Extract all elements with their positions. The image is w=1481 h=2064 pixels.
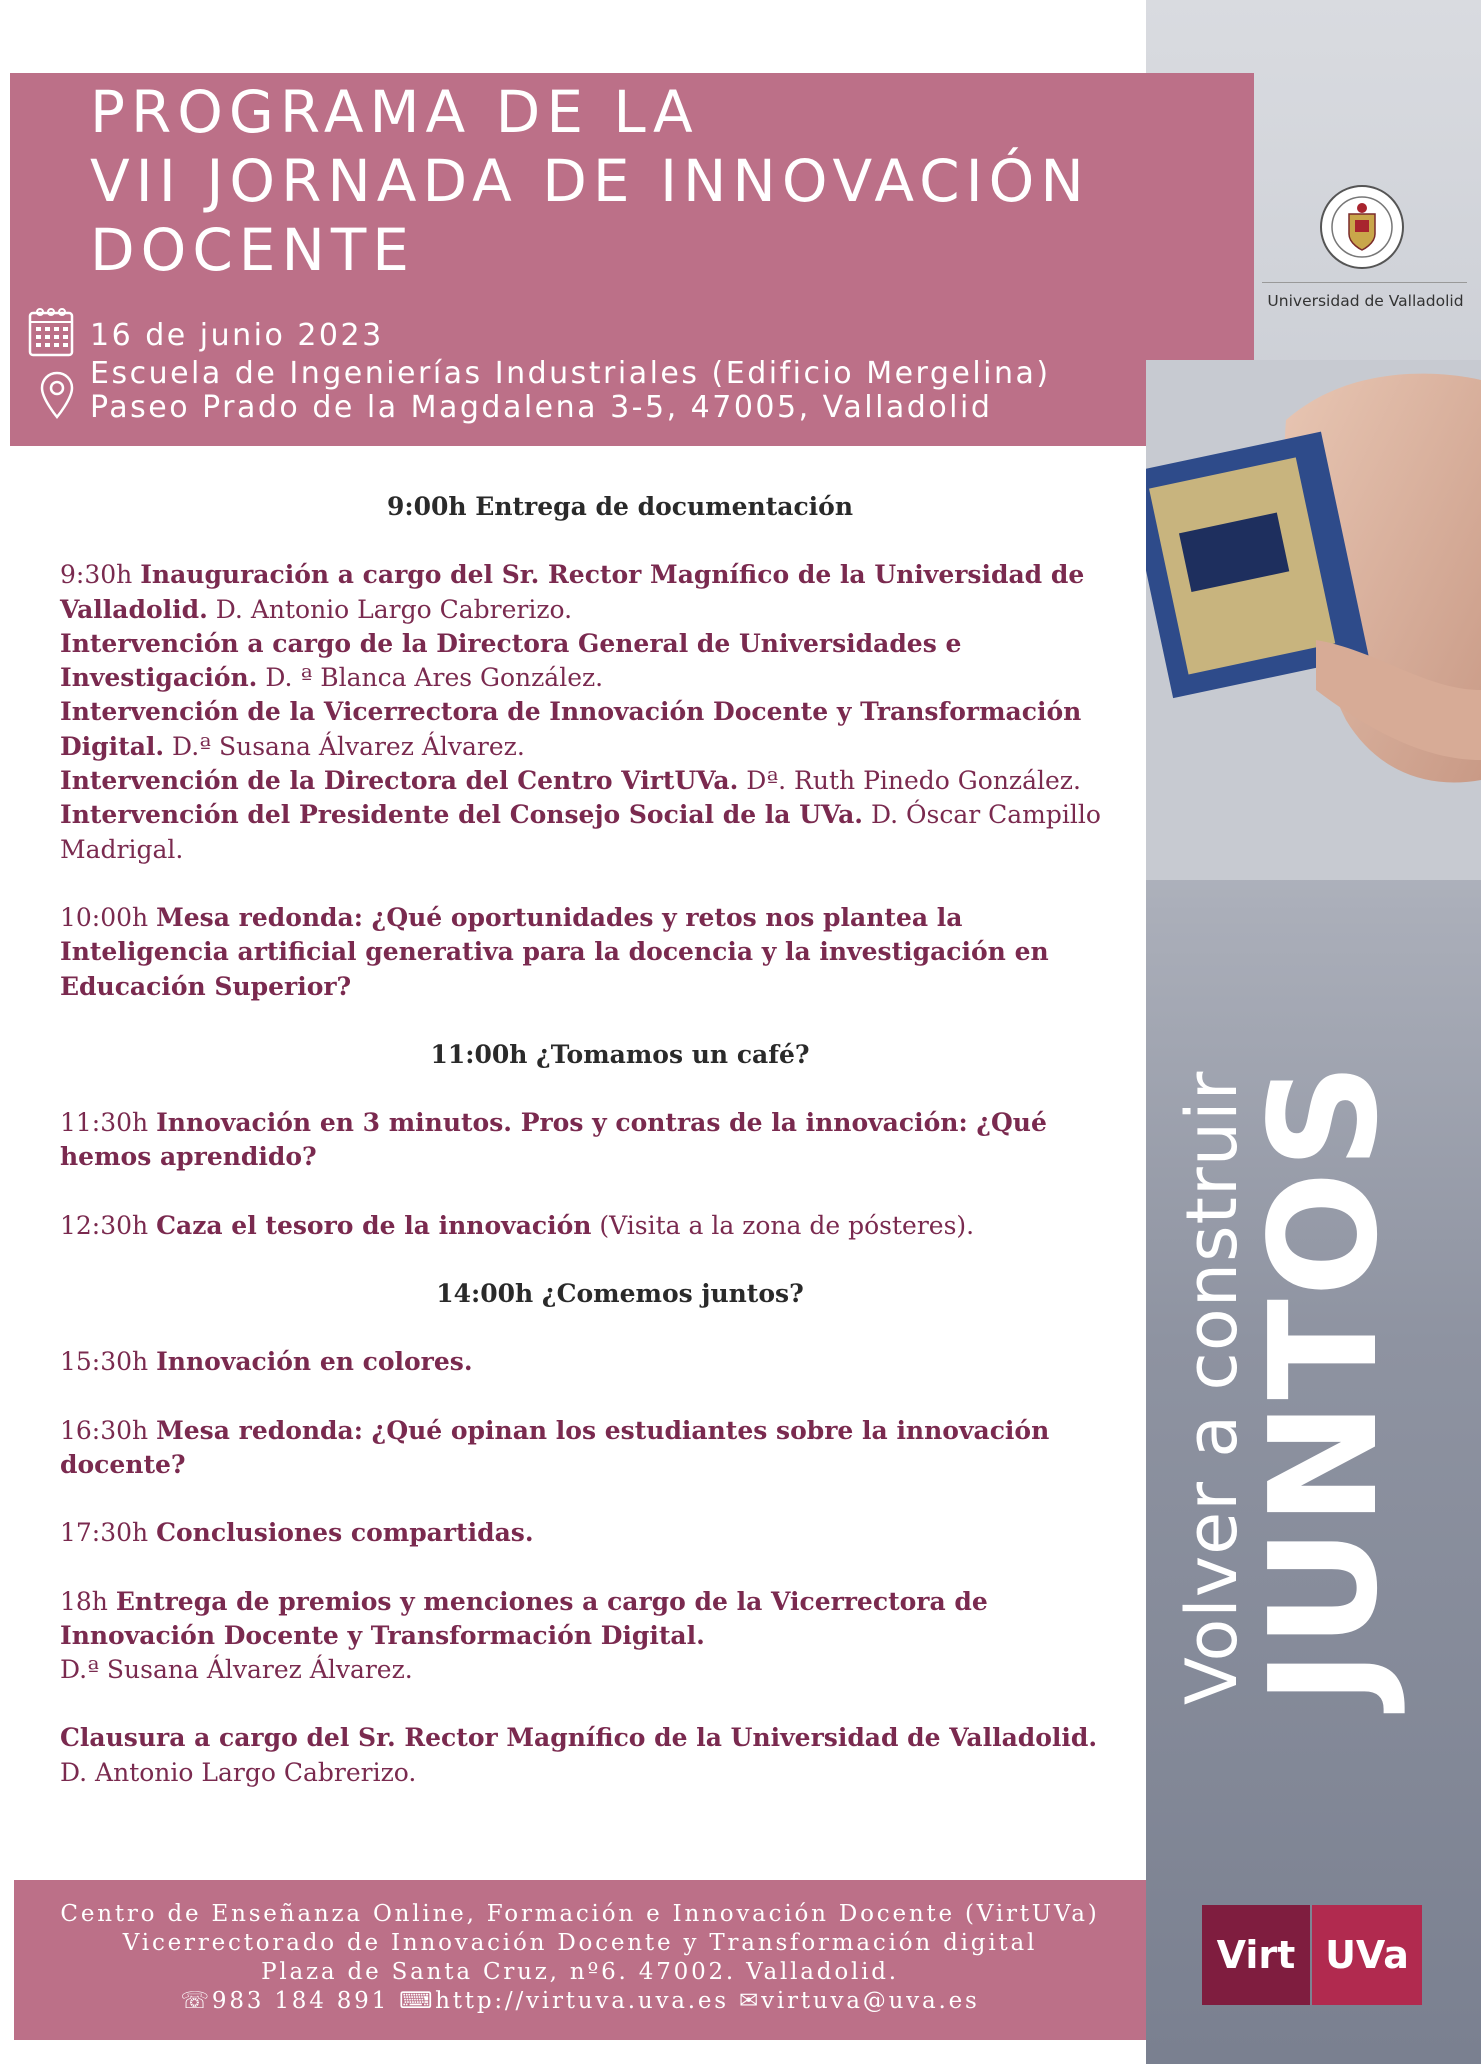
university-divider	[1262, 282, 1467, 283]
title-line-2: VII JORNADA DE INNOVACIÓN	[90, 147, 1090, 215]
slogan-line-1: Volver a construir	[1171, 1070, 1253, 1705]
virtuva-logo-left: Virt	[1202, 1905, 1310, 2005]
schedule-item-treasure-hunt: 12:30h Caza el tesoro de la innovación (Visita a la zona de pósteres).	[60, 1210, 975, 1240]
event-date: 16 de junio 2023	[90, 318, 384, 353]
schedule-item-closing: Clausura a cargo del Sr. Rector Magnífico de la Universidad de Valladolid. D. Antonio Largo Cabrerizo.	[60, 1723, 1098, 1787]
footer-address: Plaza de Santa Cruz, nº6. 47002. Valladolid.	[261, 1959, 899, 1985]
schedule-item-roundtable-students: 16:30h Mesa redonda: ¿Qué opinan los estudiantes sobre la innovación docente?	[60, 1415, 1050, 1479]
university-seal-icon	[1319, 184, 1405, 270]
event-address: Paseo Prado de la Magdalena 3-5, 47005, Valladolid	[90, 390, 993, 425]
virtuva-logo	[1202, 1905, 1422, 2005]
schedule-item-colors: 15:30h Innovación en colores.	[60, 1347, 473, 1377]
calendar-icon	[28, 307, 74, 357]
footer-center-name: Centro de Enseñanza Online, Formación e Innovación Docente (VirtUVa)	[60, 1901, 1100, 1927]
hand-photo-image	[1146, 360, 1481, 880]
slogan	[1170, 1060, 1410, 1705]
footer-contact-details: ☏983 184 891 ⌨http://virtuva.uva.es ✉virtuva@uva.es	[180, 1988, 980, 2014]
schedule	[60, 490, 1110, 1790]
event-venue: Escuela de Ingenierías Industriales (Edificio Mergelina)	[90, 356, 1051, 391]
map-pin-icon	[40, 371, 74, 419]
slogan-line-2: JUNTOS	[1238, 1060, 1410, 1705]
virtuva-logo-right: UVa	[1312, 1905, 1422, 2005]
footer-contact	[14, 1900, 1146, 2016]
footer-vicerrectorado: Vicerrectorado de Innovación Docente y Transformación digital	[122, 1930, 1038, 1956]
schedule-item-lunch: 14:00h ¿Comemos juntos?	[436, 1279, 804, 1309]
schedule-item-registration: 9:00h Entrega de documentación	[386, 492, 854, 521]
schedule-item-innovation-3min: 11:30h Innovación en 3 minutos. Pros y contras de la innovación: ¿Qué hemos aprendido?	[60, 1108, 1047, 1172]
schedule-item-opening: 9:30h Inauguración a cargo del Sr. Rector Magnífico de la Universidad de Valladolid. D. Antonio Largo Cabrerizo. Intervención a cargo de la Directora General de Universidades e Investigación. D. ª Blanca Ares González. Intervención de la Vicerrectora de Innovación Docente y Transformación Digital. D.ª Susana Álvarez Álvarez. Intervención de la Directora del Centro VirtUVa. Dª. Ruth Pinedo González. Intervención del Presidente del Consejo Social de la UVa. D. Óscar Campillo Madrigal.	[60, 560, 1101, 864]
title-line-3: DOCENTE	[90, 216, 415, 284]
program-title	[90, 78, 1240, 285]
university-name: Universidad de Valladolid	[1267, 292, 1464, 310]
schedule-item-coffee: 11:00h ¿Tomamos un café?	[430, 1039, 810, 1069]
schedule-item-roundtable-ai: 10:00h Mesa redonda: ¿Qué oportunidades y retos nos plantea la Inteligencia artificial generativa para la docencia y la investigación en Educación Superior?	[60, 902, 1049, 1001]
schedule-item-conclusions: 17:30h Conclusiones compartidas.	[60, 1518, 534, 1548]
title-line-1: PROGRAMA DE LA	[90, 78, 699, 146]
schedule-item-awards: 18h Entrega de premios y menciones a cargo de la Vicerrectora de Innovación Docente y Transformación Digital. D.ª Susana Álvarez Álvarez.	[60, 1586, 988, 1685]
